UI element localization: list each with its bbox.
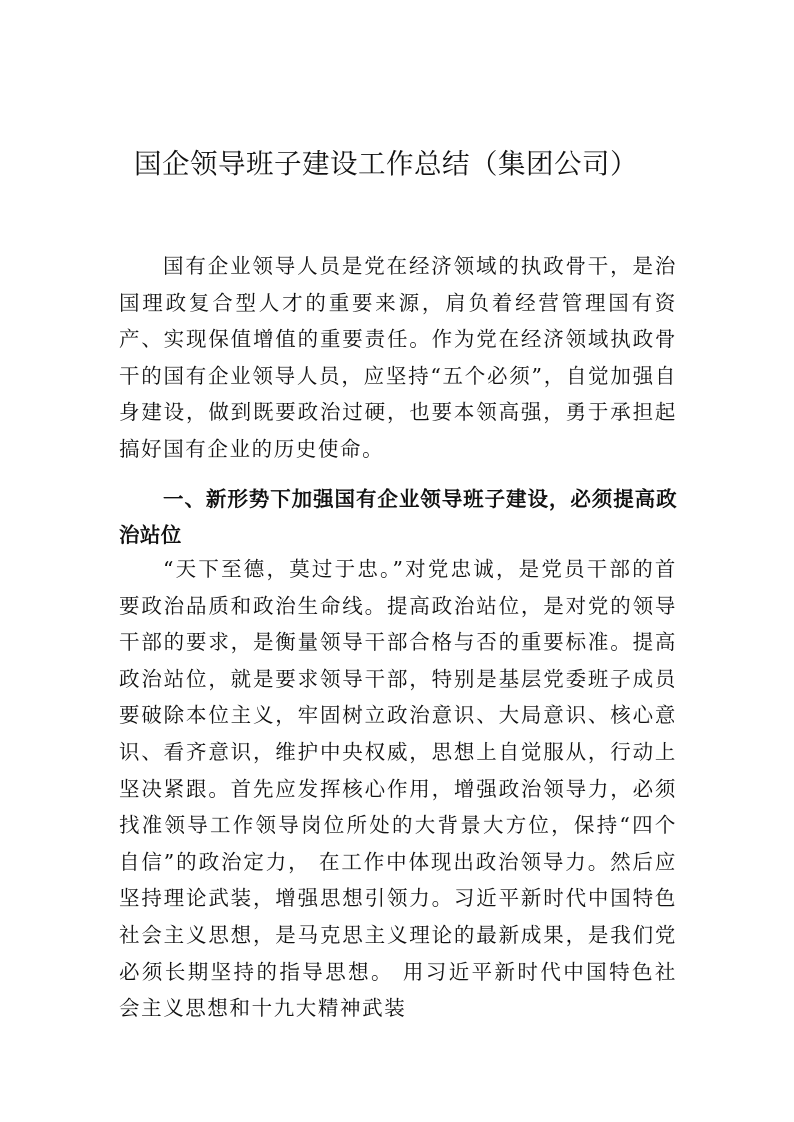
paragraph-intro: 国有企业领导人员是党在经济领域的执政骨干，是治国理政复合型人才的重要来源，肩负着经营管理国有资产、实现保值增值的重要责任。作为党在经济领域执政骨干的国有企业领导人员，应坚持“五个必须”，自觉加强自身建设，做到既要政治过硬，也要本领高强，勇于承担起搞好国有企业的历史使命。 [119, 254, 677, 461]
section-heading-1: 一、新形势下加强国有企业领导班子建设，必须提高政治站位 [119, 487, 677, 547]
paragraph-section-1: “天下至德，莫过于忠。”对党忠诚，是党员干部的首要政治品质和政治生命线。提高政治站位，是对党的领导干部的要求，是衡量领导干部合格与否的重要标准。提高政治站位，就是要求领导干部，特别是基层党委班子成员要破除本位主义，牢固树立政治意识、大局意识、核心意识、看齐意识，维护中央权威，思想上自觉服从，行动上坚决紧跟。首先应发挥核心作用，增强政治领导力，必须找准领导工作领导岗位所处的大背景大方位，保持“四个自信”的政治定力， 在工作中体现出政治领导力。然后应坚持理论武装，增强思想引领力。习近平新时代中国特色社会主义思想，是马克思主义理论的最新成果，是我们党必须长期坚持的指导思想。 用习近平新时代中国特色社会主义思想和十九大精神武装 [119, 557, 677, 1021]
document-title: 国企领导班子建设工作总结（集团公司） [134, 148, 638, 180]
